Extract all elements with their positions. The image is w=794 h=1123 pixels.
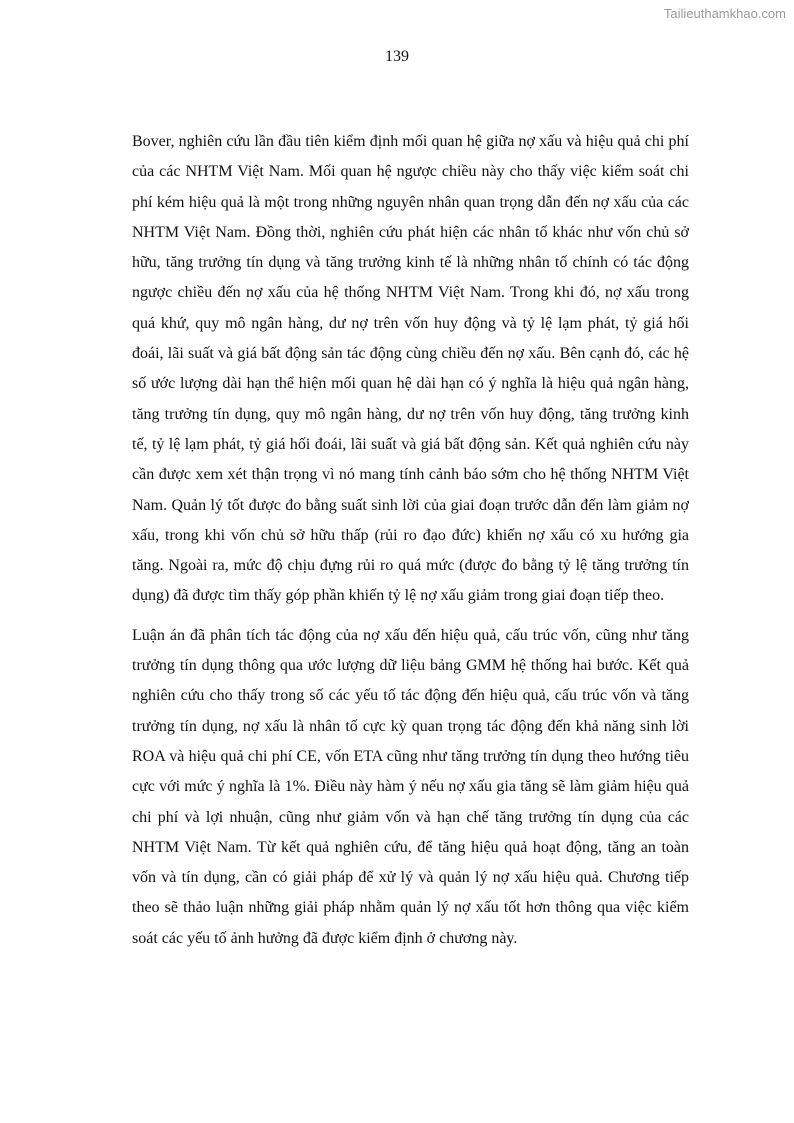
body-text xyxy=(132,127,689,954)
paragraph-2: Luận án đã phân tích tác động của nợ xấu đến hiệu quả, cấu trúc vốn, cũng như tăng trưởng tín dụng thông qua ước lượng dữ liệu bảng GMM hệ thống hai bước. Kết quả nghiên cứu cho thấy trong số các yếu tố tác động đến hiệu quả, cấu trúc vốn và tăng trưởng tín dụng, nợ xấu là nhân tố cực kỳ quan trọng tác động đến khả năng sinh lời ROA và hiệu quả chi phí CE, vốn ETA cũng như tăng trưởng tín dụng theo hướng tiêu cực với mức ý nghĩa là 1%. Điều này hàm ý nếu nợ xấu gia tăng sẽ làm giảm hiệu quả chi phí và lợi nhuận, cũng như giảm vốn và hạn chế tăng trưởng tín dụng của các NHTM Việt Nam. Từ kết quả nghiên cứu, để tăng hiệu quả hoạt động, tăng an toàn vốn và tín dụng, cần có giải pháp để xử lý và quản lý nợ xấu hiệu quả. Chương tiếp theo sẽ thảo luận những giải pháp nhằm quản lý nợ xấu tốt hơn thông qua việc kiểm soát các yếu tố ảnh hưởng đã được kiểm định ở chương này. xyxy=(132,626,689,947)
page-number: 139 xyxy=(385,48,409,65)
watermark: Tailieuthamkhao.com xyxy=(663,6,786,21)
paragraph-1: Bover, nghiên cứu lần đầu tiên kiểm định mối quan hệ giữa nợ xấu và hiệu quả chi phí của các NHTM Việt Nam. Mối quan hệ ngược chiều này cho thấy việc kiểm soát chi phí kém hiệu quả là một trong những nguyên nhân quan trọng dẫn đến nợ xấu của các NHTM Việt Nam. Đồng thời, nghiên cứu phát hiện các nhân tố khác như vốn chủ sở hữu, tăng trưởng tín dụng và tăng trưởng kinh tế là những nhân tố chính có tác động ngược chiều đến nợ xấu của hệ thống NHTM Việt Nam. Trong khi đó, nợ xấu trong quá khứ, quy mô ngân hàng, dư nợ trên vốn huy động và tỷ lệ lạm phát, tỷ giá hối đoái, lãi suất và giá bất động sản tác động cùng chiều đến nợ xấu. Bên cạnh đó, các hệ số ước lượng dài hạn thể hiện mối quan hệ dài hạn có ý nghĩa là hiệu quả ngân hàng, tăng trưởng tín dụng, quy mô ngân hàng, dư nợ trên vốn huy động, tăng trưởng kinh tế, tỷ lệ lạm phát, tỷ giá hối đoái, lãi suất và giá bất động sản. Kết quả nghiên cứu này cần được xem xét thận trọng vì nó mang tính cảnh báo sớm cho hệ thống NHTM Việt Nam. Quản lý tốt được đo bằng suất sinh lời của giai đoạn trước dẫn đến làm giảm nợ xấu, trong khi vốn chủ sở hữu thấp (rủi ro đạo đức) khiến nợ xấu có xu hướng gia tăng. Ngoài ra, mức độ chịu đựng rủi ro quá mức (được đo bằng tỷ lệ tăng trưởng tín dụng) đã được tìm thấy góp phần khiến tỷ lệ nợ xấu giảm trong giai đoạn tiếp theo. xyxy=(132,133,689,605)
